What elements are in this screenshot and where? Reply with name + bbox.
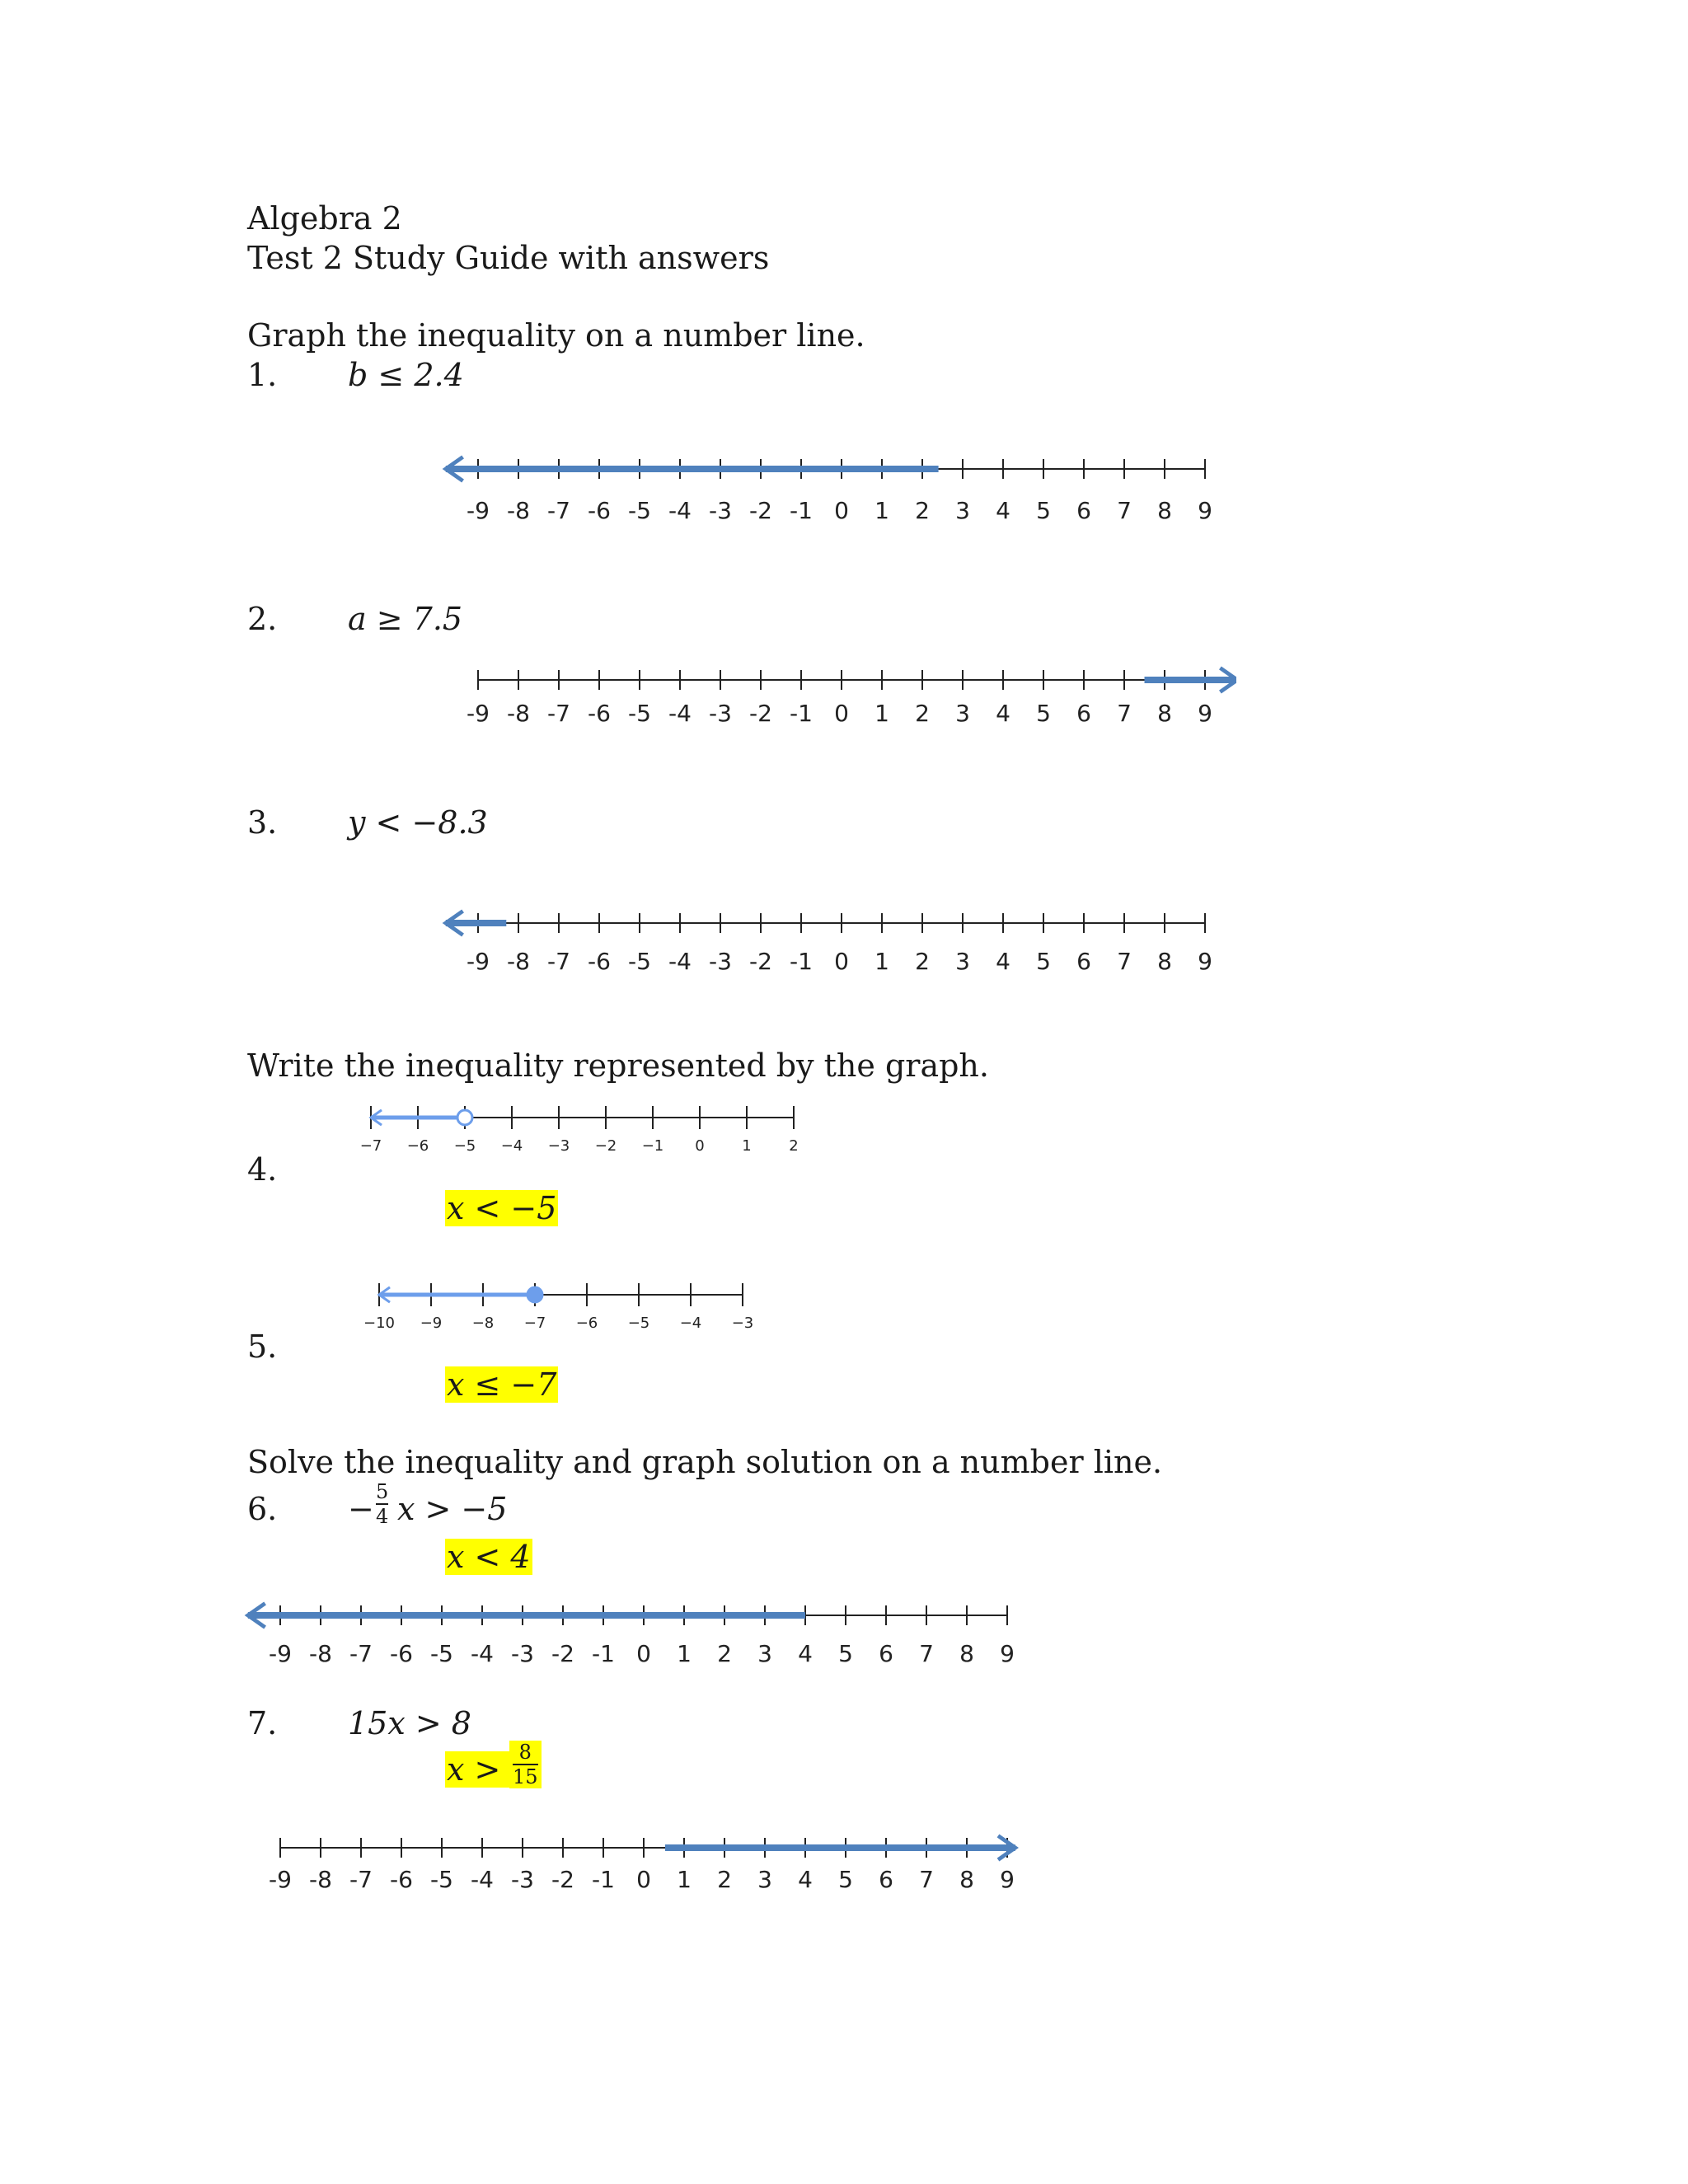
problem-5-answer: x ≤ −7 — [447, 1366, 557, 1403]
tick-label: 6 — [879, 1866, 893, 1893]
document-title: Test 2 Study Guide with answers — [247, 240, 770, 276]
tick-label: 9 — [1000, 1866, 1015, 1893]
tick-label: 1 — [677, 1640, 692, 1667]
tick-label: 5 — [838, 1866, 853, 1893]
tick-label: 9 — [1198, 700, 1212, 727]
problem-7-expression: 15x > 8 — [348, 1705, 471, 1741]
problem-6-fraction-denominator: 4 — [376, 1505, 389, 1528]
tick-label: -5 — [628, 948, 651, 975]
tick-label: 6 — [1076, 700, 1091, 727]
tick-label: -5 — [430, 1640, 453, 1667]
tick-label: -7 — [349, 1866, 373, 1893]
tick-label: -8 — [507, 497, 530, 524]
tick-label: 5 — [1036, 700, 1051, 727]
tick-label: -6 — [588, 700, 611, 727]
tick-label: -3 — [511, 1866, 534, 1893]
tick-label: -1 — [790, 948, 813, 975]
section-graph-heading: Graph the inequality on a number line. — [247, 317, 865, 354]
problem-4-number: 4. — [247, 1151, 278, 1188]
tick-label: 0 — [834, 497, 849, 524]
tick-label: 2 — [915, 700, 930, 727]
problem-4-answer: x < −5 — [447, 1190, 557, 1226]
number-line-5 — [346, 1273, 775, 1339]
problem-6-fraction — [376, 1480, 388, 1528]
tick-label: -7 — [547, 497, 570, 524]
tick-label: 6 — [1076, 948, 1091, 975]
tick-label: -6 — [588, 948, 611, 975]
tick-label: -3 — [709, 948, 732, 975]
tick-label: −10 — [363, 1315, 395, 1332]
tick-label: -3 — [709, 700, 732, 727]
problem-5-number: 5. — [247, 1329, 278, 1365]
tick-label: -6 — [390, 1640, 413, 1667]
number-line-2 — [429, 655, 1236, 746]
tick-label: 7 — [919, 1640, 934, 1667]
tick-label: −9 — [420, 1315, 443, 1332]
problem-6-answer: x < 4 — [447, 1539, 531, 1575]
tick-label: -2 — [551, 1866, 574, 1893]
problem-1-expression: b ≤ 2.4 — [348, 357, 464, 393]
problem-7-number: 7. — [247, 1705, 278, 1741]
problem-6-expression: x > −5 — [397, 1491, 508, 1527]
tick-label: −5 — [453, 1137, 476, 1155]
problem-3-expression: y < −8.3 — [348, 804, 488, 841]
number-line-7 — [231, 1813, 1039, 1904]
tick-label: −3 — [547, 1137, 570, 1155]
open-endpoint — [457, 1110, 472, 1125]
tick-label: 2 — [915, 497, 930, 524]
tick-label: 2 — [789, 1137, 799, 1155]
tick-label: −6 — [575, 1315, 598, 1332]
number-line-6 — [231, 1591, 1039, 1681]
tick-label: 8 — [959, 1866, 974, 1893]
number-line-4 — [346, 1096, 824, 1162]
tick-label: -9 — [467, 497, 490, 524]
tick-label: 9 — [1198, 497, 1212, 524]
tick-label: -5 — [628, 497, 651, 524]
problem-6-fraction-numerator: 5 — [376, 1480, 389, 1503]
tick-label: 3 — [757, 1640, 772, 1667]
tick-label: 4 — [798, 1866, 813, 1893]
tick-label: 8 — [1157, 700, 1172, 727]
course-title: Algebra 2 — [247, 200, 402, 237]
tick-label: 1 — [874, 948, 889, 975]
tick-label: 0 — [636, 1866, 651, 1893]
tick-label: 5 — [838, 1640, 853, 1667]
tick-label: 3 — [955, 700, 970, 727]
tick-label: -2 — [749, 948, 772, 975]
tick-label: -2 — [551, 1640, 574, 1667]
problem-6-number: 6. — [247, 1491, 278, 1527]
tick-label: -4 — [668, 700, 692, 727]
tick-label: -4 — [471, 1866, 494, 1893]
tick-label: -3 — [511, 1640, 534, 1667]
tick-label: 4 — [996, 948, 1010, 975]
tick-label: 8 — [959, 1640, 974, 1667]
tick-label: 5 — [1036, 497, 1051, 524]
tick-label: 7 — [919, 1866, 934, 1893]
section-solve-heading: Solve the inequality and graph solution on a number line. — [247, 1444, 1163, 1480]
number-line-3 — [429, 898, 1236, 989]
tick-label: 3 — [757, 1866, 772, 1893]
problem-2-expression: a ≥ 7.5 — [348, 601, 463, 637]
tick-label: 2 — [717, 1640, 732, 1667]
problem-3-number: 3. — [247, 804, 278, 841]
tick-label: −1 — [641, 1137, 664, 1155]
tick-label: 3 — [955, 948, 970, 975]
tick-label: −6 — [406, 1137, 429, 1155]
tick-label: 3 — [955, 497, 970, 524]
tick-label: -6 — [390, 1866, 413, 1893]
tick-label: -9 — [269, 1640, 292, 1667]
tick-label: -1 — [592, 1866, 615, 1893]
tick-label: -1 — [790, 497, 813, 524]
tick-label: 0 — [695, 1137, 705, 1155]
tick-label: −8 — [471, 1315, 495, 1332]
tick-label: 6 — [1076, 497, 1091, 524]
tick-label: -9 — [467, 700, 490, 727]
tick-label: 8 — [1157, 948, 1172, 975]
tick-label: 2 — [915, 948, 930, 975]
tick-label: 7 — [1117, 948, 1132, 975]
tick-label: 0 — [636, 1640, 651, 1667]
tick-label: 1 — [874, 497, 889, 524]
tick-label: -6 — [588, 497, 611, 524]
tick-label: −7 — [523, 1315, 546, 1332]
tick-label: -3 — [709, 497, 732, 524]
tick-label: 6 — [879, 1640, 893, 1667]
tick-label: -4 — [471, 1640, 494, 1667]
tick-label: 4 — [996, 497, 1010, 524]
tick-label: -7 — [547, 700, 570, 727]
tick-label: 7 — [1117, 700, 1132, 727]
tick-label: 0 — [834, 700, 849, 727]
tick-label: -7 — [547, 948, 570, 975]
tick-label: 1 — [677, 1866, 692, 1893]
problem-7-answer: x > — [445, 1750, 538, 1788]
tick-label: 8 — [1157, 497, 1172, 524]
closed-endpoint — [528, 1287, 542, 1302]
tick-label: −2 — [594, 1137, 617, 1155]
tick-label: 9 — [1000, 1640, 1015, 1667]
tick-label: -8 — [507, 700, 530, 727]
tick-label: -9 — [269, 1866, 292, 1893]
tick-label: 4 — [996, 700, 1010, 727]
tick-label: 9 — [1198, 948, 1212, 975]
tick-label: -8 — [507, 948, 530, 975]
tick-label: -8 — [309, 1640, 332, 1667]
tick-label: 1 — [742, 1137, 752, 1155]
tick-label: −4 — [500, 1137, 523, 1155]
tick-label: 5 — [1036, 948, 1051, 975]
tick-label: 4 — [798, 1640, 813, 1667]
problem-7-fraction-denominator: 15 — [513, 1765, 538, 1788]
tick-label: 2 — [717, 1866, 732, 1893]
tick-label: -1 — [790, 700, 813, 727]
problem-2-number: 2. — [247, 601, 278, 637]
problem-7-answer-fraction — [509, 1741, 542, 1788]
tick-label: −7 — [359, 1137, 382, 1155]
tick-label: −3 — [731, 1315, 754, 1332]
tick-label: -7 — [349, 1640, 373, 1667]
tick-label: 1 — [874, 700, 889, 727]
tick-label: -8 — [309, 1866, 332, 1893]
tick-label: -5 — [430, 1866, 453, 1893]
tick-label: -2 — [749, 700, 772, 727]
section-write-heading: Write the inequality represented by the graph. — [247, 1047, 989, 1084]
tick-label: −4 — [679, 1315, 702, 1332]
problem-7-fraction-numerator: 8 — [518, 1741, 532, 1764]
problem-1-number: 1. — [247, 357, 278, 393]
problem-6-sign: − — [348, 1491, 374, 1527]
tick-label: 0 — [834, 948, 849, 975]
tick-label: -9 — [467, 948, 490, 975]
tick-label: 7 — [1117, 497, 1132, 524]
tick-label: -5 — [628, 700, 651, 727]
tick-label: -4 — [668, 948, 692, 975]
tick-label: -4 — [668, 497, 692, 524]
number-line-1 — [429, 449, 1236, 540]
tick-label: -2 — [749, 497, 772, 524]
tick-label: -1 — [592, 1640, 615, 1667]
tick-label: −5 — [627, 1315, 650, 1332]
